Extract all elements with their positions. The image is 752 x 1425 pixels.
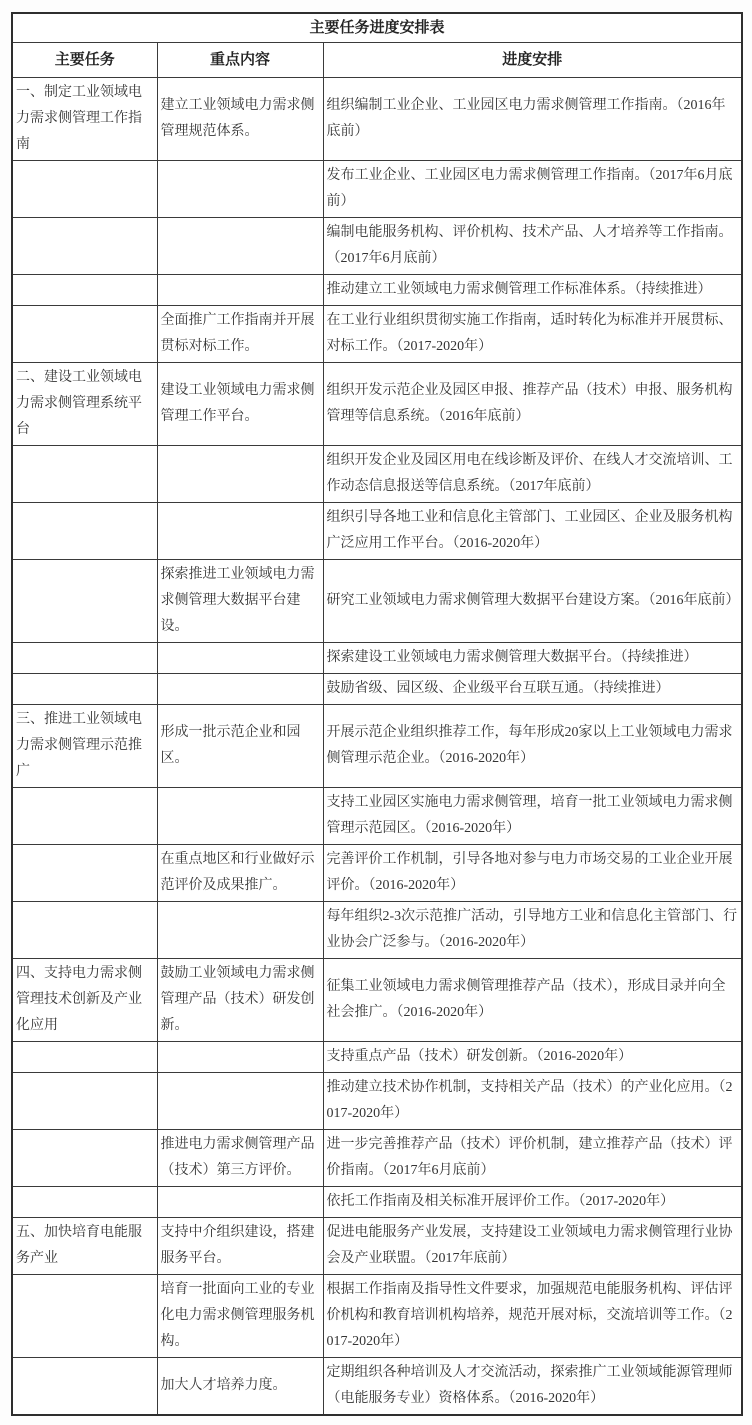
content-cell [157,218,323,275]
column-header-task: 主要任务 [12,43,157,78]
schedule-cell: 根据工作指南及指导性文件要求，加强规范电能服务机构、评估评价机构和教育培训机构培养，规范开展对标，交流培训等工作。（2017-2020年） [323,1275,742,1358]
table-row [12,1275,742,1358]
schedule-table [11,12,743,1416]
table-row [12,275,742,306]
table-row [12,363,742,446]
table-row [12,788,742,845]
schedule-cell: 组织开发示范企业及园区申报、推荐产品（技术）申报、服务机构管理等信息系统。（2016年底前） [323,363,742,446]
table-row [12,503,742,560]
schedule-cell: 发布工业企业、工业园区电力需求侧管理工作指南。（2017年6月底前） [323,161,742,218]
column-header-schedule: 进度安排 [323,43,742,78]
schedule-cell: 推动建立工业领域电力需求侧管理工作标准体系。（持续推进） [323,275,742,306]
content-cell [157,1187,323,1218]
content-cell [157,643,323,674]
task-cell [12,1275,157,1358]
content-cell [157,674,323,705]
table-row [12,306,742,363]
schedule-cell: 促进电能服务产业发展，支持建设工业领域电力需求侧管理行业协会及产业联盟。（2017年底前） [323,1218,742,1275]
column-header-row [12,43,742,78]
table-row [12,560,742,643]
content-cell [157,788,323,845]
task-cell [12,560,157,643]
schedule-cell: 每年组织2-3次示范推广活动，引导地方工业和信息化主管部门、行业协会广泛参与。（2016-2020年） [323,902,742,959]
content-cell [157,446,323,503]
task-cell [12,1130,157,1187]
task-cell [12,674,157,705]
schedule-cell: 完善评价工作机制，引导各地对参与电力市场交易的工业企业开展评价。（2016-2020年） [323,845,742,902]
task-cell [12,306,157,363]
content-cell [157,902,323,959]
task-cell [12,218,157,275]
content-cell: 全面推广工作指南并开展贯标对标工作。 [157,306,323,363]
content-cell: 建立工业领域电力需求侧管理规范体系。 [157,78,323,161]
task-cell [12,902,157,959]
content-cell [157,503,323,560]
column-header-content: 重点内容 [157,43,323,78]
content-cell [157,1042,323,1073]
title-row [12,13,742,43]
schedule-cell: 支持工业园区实施电力需求侧管理，培育一批工业领域电力需求侧管理示范园区。（2016-2020年） [323,788,742,845]
content-cell [157,1073,323,1130]
content-cell: 探索推进工业领域电力需求侧管理大数据平台建设。 [157,560,323,643]
table-row [12,845,742,902]
task-cell: 一、制定工业领域电力需求侧管理工作指南 [12,78,157,161]
table-row [12,902,742,959]
task-cell: 二、建设工业领域电力需求侧管理系统平台 [12,363,157,446]
task-cell [12,1042,157,1073]
table-row [12,161,742,218]
task-cell [12,845,157,902]
schedule-cell: 组织开发企业及园区用电在线诊断及评价、在线人才交流培训、工作动态信息报送等信息系统。（2017年底前） [323,446,742,503]
content-cell: 在重点地区和行业做好示范评价及成果推广。 [157,845,323,902]
table-row [12,705,742,788]
task-cell [12,1073,157,1130]
table-row [12,643,742,674]
schedule-cell: 编制电能服务机构、评价机构、技术产品、人才培养等工作指南。（2017年6月底前） [323,218,742,275]
table-body [12,78,742,1416]
task-cell [12,1187,157,1218]
task-cell [12,503,157,560]
task-cell [12,446,157,503]
task-cell: 四、支持电力需求侧管理技术创新及产业化应用 [12,959,157,1042]
table-row [12,1042,742,1073]
task-cell [12,275,157,306]
table-row [12,1218,742,1275]
schedule-cell: 支持重点产品（技术）研发创新。（2016-2020年） [323,1042,742,1073]
task-cell [12,1358,157,1416]
content-cell: 鼓励工业领域电力需求侧管理产品（技术）研发创新。 [157,959,323,1042]
task-cell [12,643,157,674]
schedule-cell: 探索建设工业领域电力需求侧管理大数据平台。（持续推进） [323,643,742,674]
schedule-cell: 征集工业领域电力需求侧管理推荐产品（技术），形成目录并向全社会推广。（2016-2020年） [323,959,742,1042]
content-cell [157,161,323,218]
schedule-cell: 组织编制工业企业、工业园区电力需求侧管理工作指南。（2016年底前） [323,78,742,161]
schedule-cell: 研究工业领域电力需求侧管理大数据平台建设方案。（2016年底前） [323,560,742,643]
content-cell: 形成一批示范企业和园区。 [157,705,323,788]
schedule-cell: 定期组织各种培训及人才交流活动，探索推广工业领域能源管理师（电能服务专业）资格体系。（2016-2020年） [323,1358,742,1416]
content-cell: 培育一批面向工业的专业化电力需求侧管理服务机构。 [157,1275,323,1358]
schedule-cell: 开展示范企业组织推荐工作，每年形成20家以上工业领域电力需求侧管理示范企业。（2016-2020年） [323,705,742,788]
table-title: 主要任务进度安排表 [12,13,742,43]
content-cell [157,275,323,306]
table-row [12,674,742,705]
table-row [12,1358,742,1416]
task-cell: 三、推进工业领域电力需求侧管理示范推广 [12,705,157,788]
schedule-cell: 依托工作指南及相关标准开展评价工作。（2017-2020年） [323,1187,742,1218]
schedule-cell: 组织引导各地工业和信息化主管部门、工业园区、企业及服务机构广泛应用工作平台。（2016-2020年） [323,503,742,560]
task-cell: 五、加快培育电能服务产业 [12,1218,157,1275]
schedule-cell: 鼓励省级、园区级、企业级平台互联互通。（持续推进） [323,674,742,705]
table-row [12,959,742,1042]
table-row [12,1130,742,1187]
table-row [12,446,742,503]
content-cell: 加大人才培养力度。 [157,1358,323,1416]
task-cell [12,788,157,845]
content-cell: 推进电力需求侧管理产品（技术）第三方评价。 [157,1130,323,1187]
table-row [12,1187,742,1218]
schedule-cell: 推动建立技术协作机制，支持相关产品（技术）的产业化应用。（2017-2020年） [323,1073,742,1130]
table-row [12,78,742,161]
content-cell: 建设工业领域电力需求侧管理工作平台。 [157,363,323,446]
content-cell: 支持中介组织建设，搭建服务平台。 [157,1218,323,1275]
table-row [12,1073,742,1130]
schedule-cell: 在工业行业组织贯彻实施工作指南，适时转化为标准并开展贯标、对标工作。（2017-2020年） [323,306,742,363]
table-row [12,218,742,275]
task-cell [12,161,157,218]
schedule-cell: 进一步完善推荐产品（技术）评价机制，建立推荐产品（技术）评价指南。（2017年6月底前） [323,1130,742,1187]
